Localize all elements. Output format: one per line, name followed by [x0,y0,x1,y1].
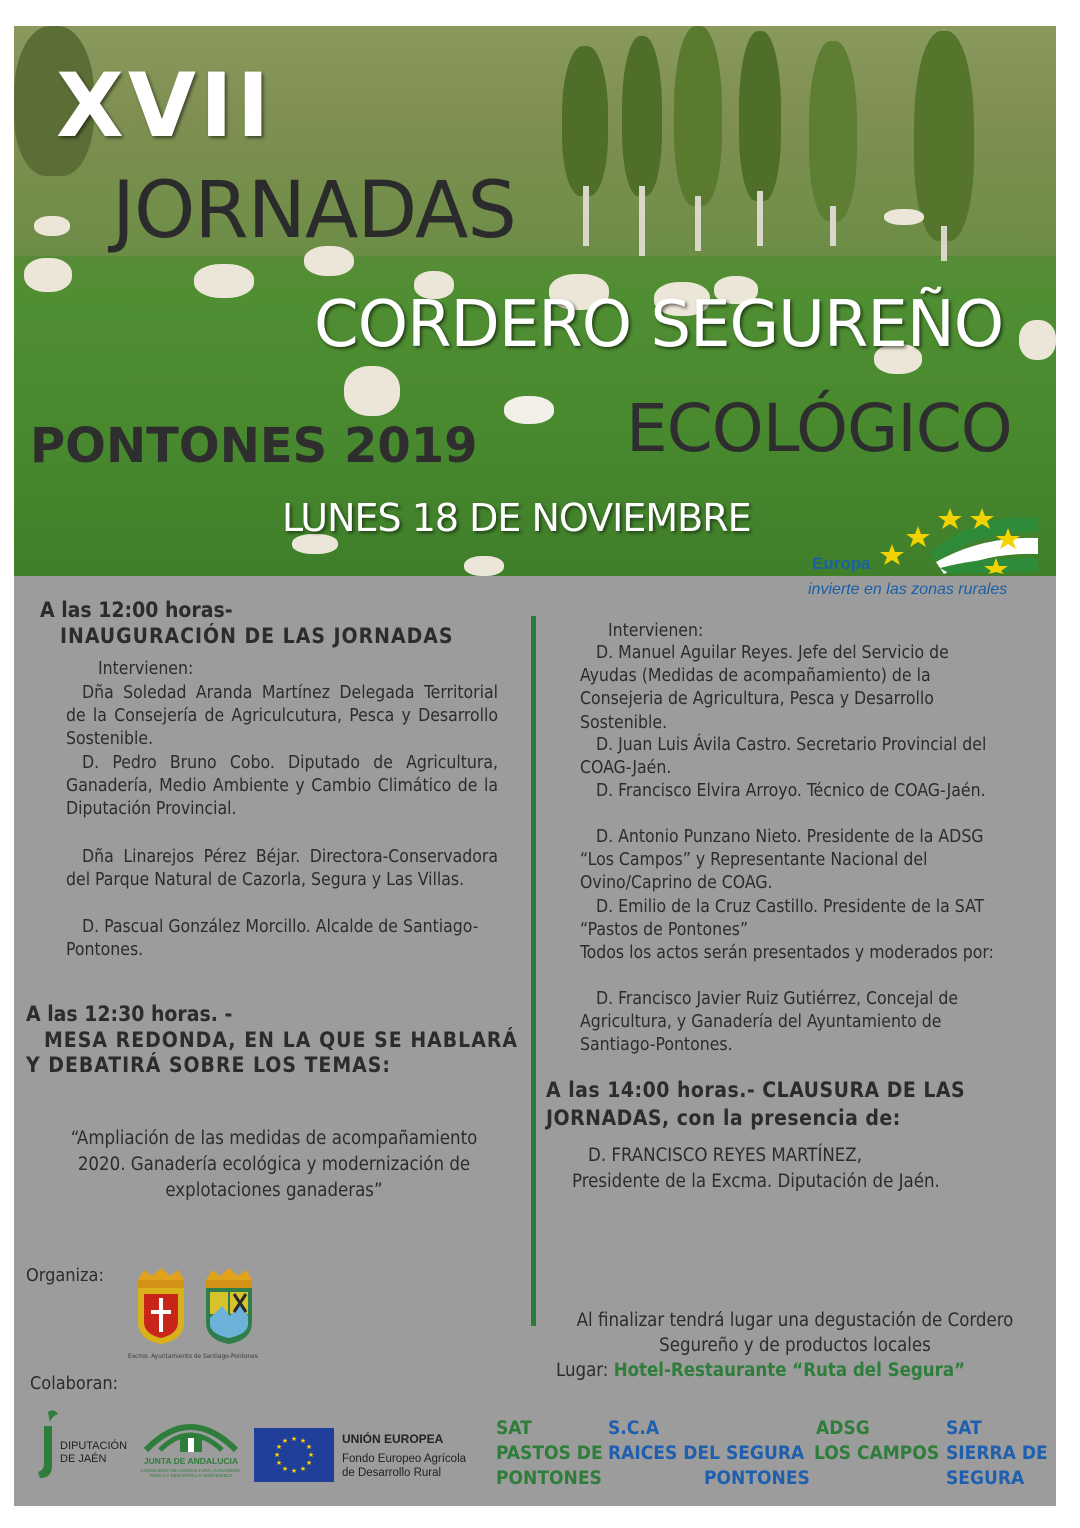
tasting-text: Al finalizar tendrá lugar una degustación de Cordero Segureño y de productos locales [576,1310,1014,1356]
round-table-title: MESA REDONDA, EN LA QUE SE HABLARÁ Y DEBATIRÁ SOBRE LOS TEMAS: [26,1028,518,1077]
diputacion-line2: DE JAÉN [60,1453,107,1465]
speaker-linarejos-perez: Dña Linarejos Pérez Béjar. Directora-Conservadora del Parque Natural de Cazorla, Segura y Las Villas. [66,847,498,891]
sat-sierra-line1: SAT [946,1417,982,1439]
svg-text:★: ★ [305,1459,313,1467]
speaker-francisco-elvira: D. Francisco Elvira Arroyo. Técnico de COAG-Jaén. [596,781,986,801]
sca-line3: PONTONES [704,1467,810,1489]
organiza-label: Organiza: [26,1265,104,1286]
eu-flag [254,1428,334,1482]
venue-line [556,1360,965,1381]
sat-pastos-pontones [496,1416,603,1491]
europa-slogan: invierte en las zonas rurales [808,581,1008,598]
svg-text:★: ★ [290,1435,298,1443]
svg-text:★: ★ [275,1443,283,1451]
diputacion-j-icon [34,1408,60,1480]
svg-text:★: ★ [305,1443,313,1451]
sat-pastos-line2: PASTOS DE [496,1442,603,1464]
eu-fund-text [342,1432,466,1480]
moderator-francisco-ruiz: D. Francisco Javier Ruiz Gutiérrez, Concejal de Agricultura, y Ganadería del Ayuntamiento de Santiago-Pontones. [580,989,959,1056]
column-divider [531,616,536,1326]
speaker-pedro-bruno: D. Pedro Bruno Cobo. Diputado de Agricultura, Ganadería, Medio Ambiente y Cambio Climático de la Diputación Provincial. [66,753,498,820]
svg-text:★: ★ [275,1459,283,1467]
junta-subtitle: CONSEJERÍA DE AGRICULTURA, GANADERÍA, PESCA Y DESARROLLO SOSTENIBLE [140,1468,242,1478]
diputacion-jaen-logo [34,1408,134,1484]
europa-label: Europa [812,554,871,573]
edition-title: XVII [56,54,274,157]
eu-fund-line1: Fondo Europeo Agrícola [342,1453,467,1465]
speaker-juan-luis-avila: D. Juan Luis Ávila Castro. Secretario Provincial del COAG-Jaén. [580,735,987,779]
closing-guest-role: Presidente de la Excma. Diputación de Jaén. [572,1171,940,1192]
svg-text:★: ★ [307,1451,315,1459]
adsg-line2: LOS CAMPOS [814,1442,940,1464]
svg-text:★: ★ [299,1437,307,1445]
header-photo [14,26,1056,576]
speaker-manuel-aguilar: D. Manuel Aguilar Reyes. Jefe del Servicio de Ayudas (Medidas de acompañamiento) de la Consejeria de Agricultura, Pesca y Desarrollo Sostenible. [580,643,949,733]
closing-heading: A las 14:00 horas.- CLAUSURA DE LAS JORNADAS, con la presencia de: [546,1078,966,1130]
santiago-pontones-crest-right [200,1266,258,1346]
title-cordero-segureno: CORDERO SEGUREÑO [314,288,1004,362]
eu-stars-icon [254,1428,334,1482]
junta-emblem-icon [132,1410,250,1456]
svg-text:★: ★ [299,1465,307,1473]
place-year: PONTONES 2019 [30,418,478,474]
sat-sierra-line3: SEGURA [946,1467,1025,1489]
sca-raices-segura [608,1416,810,1491]
sat-sierra-line2: SIERRA DE [946,1442,1048,1464]
europa-rural-logo [870,482,1040,574]
title-jornadas: JORNADAS [112,166,516,256]
junta-name: JUNTA DE ANDALUCIA [143,1456,239,1466]
moderator-intro: Todos los actos serán presentados y moderados por: [580,943,994,963]
sat-sierra-segura [946,1416,1048,1491]
inauguration-title: INAUGURACIÓN DE LAS JORNADAS [60,624,454,648]
svg-text:★: ★ [290,1467,298,1475]
venue-name: Hotel-Restaurante “Ruta del Segura” [613,1360,966,1381]
svg-text:★: ★ [281,1437,289,1445]
inauguration-speakers-label: Intervienen: [98,659,194,679]
inauguration-time: A las 12:00 horas- [40,598,233,622]
sat-pastos-line3: PONTONES [496,1467,602,1489]
right-speakers-label: Intervienen: [608,621,704,641]
event-date: LUNES 18 DE NOVIEMBRE [282,496,751,540]
venue-label: Lugar: [556,1360,609,1381]
santiago-pontones-crest-left [132,1266,190,1346]
crest-caption: Excmo. Ayuntamiento de Santiago-Pontones [128,1352,258,1360]
speaker-pascual-gonzalez: D. Pascual González Morcillo. Alcalde de Santiago-Pontones. [66,917,479,961]
closing-guest-name: D. FRANCISCO REYES MARTÍNEZ, [588,1145,862,1166]
svg-text:★: ★ [281,1465,289,1473]
round-table-topics: “Ampliación de las medidas de acompañamiento 2020. Ganadería ecológica y modernización de explotaciones ganaderas” [70,1128,478,1201]
junta-andalucia-logo [132,1410,250,1490]
svg-text:★: ★ [273,1451,281,1459]
adsg-los-campos [814,1416,939,1466]
sat-pastos-line1: SAT [496,1417,532,1439]
title-ecologico: ECOLÓGICO [626,390,1012,467]
colaboran-label: Colaboran: [30,1373,119,1394]
speaker-soledad-aranda: Dña Soledad Aranda Martínez Delegada Territorial de la Consejería de Agriculcutura, Pesca y Desarrollo Sostenible. [66,683,498,750]
eu-union-label: UNIÓN EUROPEA [342,1432,444,1446]
speaker-antonio-punzano: D. Antonio Punzano Nieto. Presidente de la ADSG “Los Campos” y Representante Nacional del Ovino/Caprino de COAG. [580,827,984,894]
diputacion-line1: DIPUTACIÓN [60,1440,128,1452]
round-table-time: A las 12:30 horas. - [26,1002,233,1026]
speaker-emilio-cruz: D. Emilio de la Cruz Castillo. Presidente de la SAT “Pastos de Pontones” [580,897,985,941]
adsg-line1: ADSG [816,1417,870,1439]
sca-line1: S.C.A [608,1417,660,1439]
eu-fund-line2: de Desarrollo Rural [342,1467,442,1479]
sca-line2: RAICES DEL SEGURA [608,1442,805,1464]
poster [14,26,1056,1506]
